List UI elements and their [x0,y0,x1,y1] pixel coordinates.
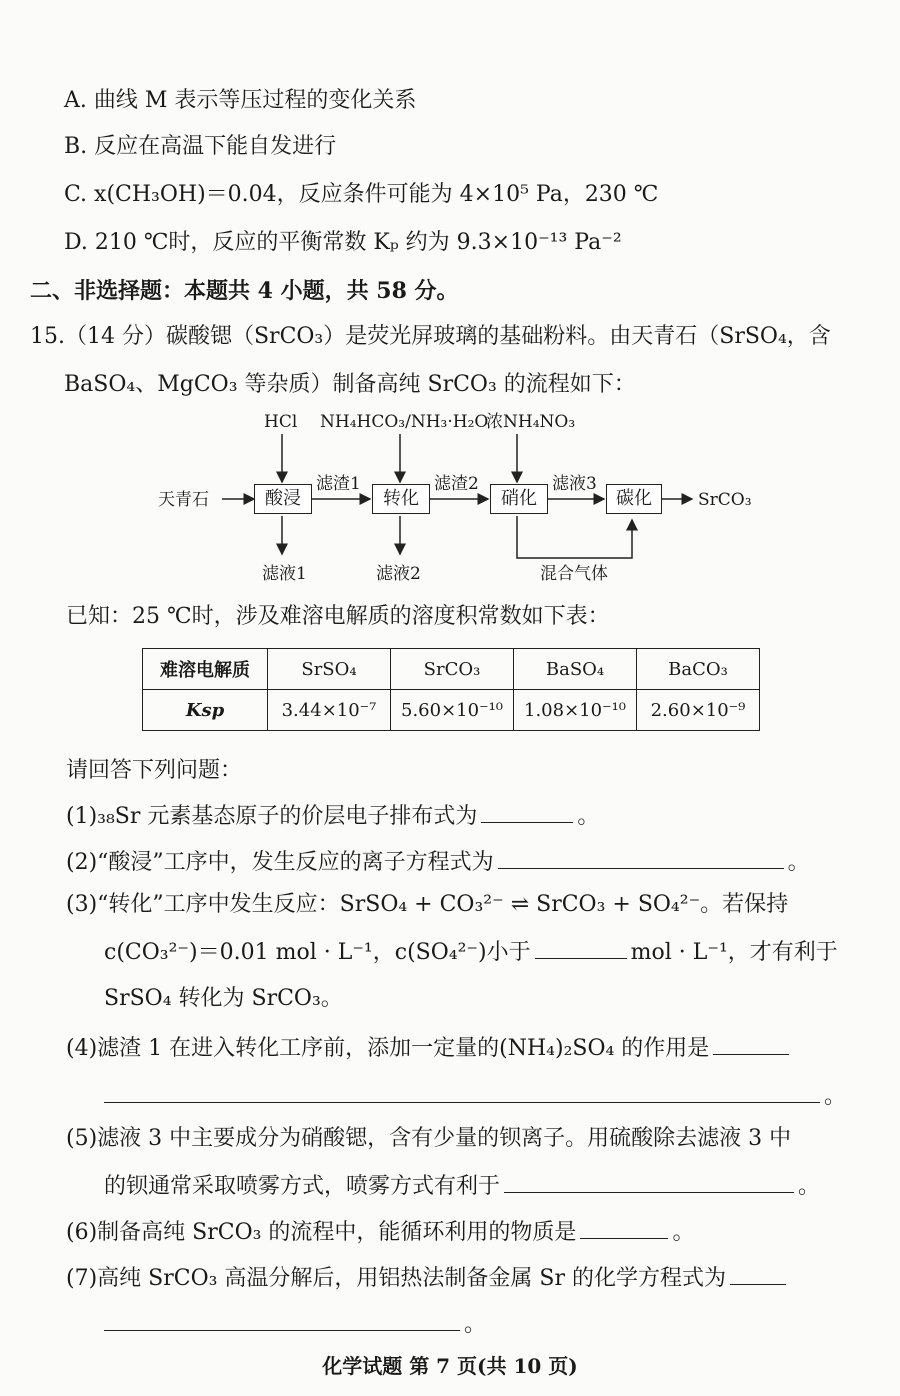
label-filtrate3: 滤液3 [552,474,597,494]
option-a: A. 曲线 M 表示等压过程的变化关系 [64,88,417,113]
table-header-cell: BaSO₄ [514,649,637,690]
reagent-nh4hco3: NH₄HCO₃/NH₃·H₂O [320,412,489,432]
answer-blank[interactable] [481,800,573,823]
answer-blank[interactable] [580,1216,668,1239]
part-2-text: (2)“酸浸”工序中，发生反应的离子方程式为 [66,850,494,875]
part-4-line2 [104,1080,846,1112]
period: 。 [798,1174,821,1199]
table-header-cell: 难溶电解质 [143,649,268,690]
label-residue2: 滤渣2 [434,474,479,494]
option-d: D. 210 ℃时，反应的平衡常数 Kₚ 约为 9.3×10⁻¹³ Pa⁻² [64,230,622,255]
step-conversion: 转化 [372,484,430,514]
table-row-label: Ksp [143,690,268,731]
table-cell: 2.60×10⁻⁹ [637,690,760,731]
part-3-text-pre: c(CO₃²⁻)＝0.01 mol · L⁻¹，c(SO₄²⁻)小于 [104,940,531,965]
part-5-text: 的钡通常采取喷雾方式，喷雾方式有利于 [104,1174,501,1199]
part-3-line1: (3)“转化”工序中发生反应：SrSO₄ + CO₃²⁻ ⇌ SrCO₃ + SO₄²⁻。若保持 [66,892,789,917]
part-7-line2 [104,1308,486,1340]
flowchart-arrows [150,408,790,598]
table-row [143,690,760,731]
part-5-line1: (5)滤液 3 中主要成分为硝酸锶，含有少量的钡离子。用硫酸除去滤液 3 中 [66,1126,792,1151]
table-cell: 3.44×10⁻⁷ [268,690,391,731]
process-flowchart [150,408,790,598]
table-cell: 5.60×10⁻¹⁰ [391,690,514,731]
part-4-text: (4)滤渣 1 在进入转化工序前，添加一定量的(NH₄)₂SO₄ 的作用是 [66,1036,710,1061]
answer-blank[interactable] [104,1308,460,1331]
label-filtrate1: 滤液1 [262,564,307,584]
q15-intro-line1: 15.（14 分）碳酸锶（SrCO₃）是荧光屏玻璃的基础粉料。由天青石（SrSO₄，含 [30,324,831,349]
period: 。 [464,1312,487,1337]
table-row [143,649,760,690]
reagent-nh4no3: 浓NH₄NO₃ [486,412,576,432]
ksp-table [142,648,760,731]
part-4 [66,1032,793,1064]
section-heading: 二、非选择题：本题共 4 小题，共 58 分。 [30,278,459,304]
step-nitration: 硝化 [490,484,548,514]
table-header-cell: SrSO₄ [268,649,391,690]
reagent-hcl: HCl [264,412,298,432]
answer-blank[interactable] [713,1032,789,1055]
part-7-text: (7)高纯 SrCO₃ 高温分解后，用铝热法制备金属 Sr 的化学方程式为 [66,1266,727,1291]
label-filtrate2: 滤液2 [376,564,421,584]
q15-intro-line2: BaSO₄、MgCO₃ 等杂质）制备高纯 SrCO₃ 的流程如下： [64,372,636,397]
step-acid-leach: 酸浸 [254,484,312,514]
label-mixed-gas: 混合气体 [540,564,608,584]
part-2 [66,846,810,878]
answer-blank[interactable] [730,1262,786,1285]
table-header-cell: BaCO₃ [637,649,760,690]
part-6 [66,1216,694,1248]
period: 。 [824,1084,847,1109]
part-1-text: (1)₃₈Sr 元素基态原子的价层电子排布式为 [66,804,478,829]
answer-blank[interactable] [104,1080,820,1103]
part-3-line3: SrSO₄ 转化为 SrCO₃。 [104,986,343,1011]
table-cell: 1.08×10⁻¹⁰ [514,690,637,731]
known-statement: 已知：25 ℃时，涉及难溶电解质的溶度积常数如下表： [66,604,610,629]
answer-blank[interactable] [535,936,627,959]
step-carbonation: 碳化 [606,484,662,514]
period: 。 [577,804,600,829]
table-header-cell: SrCO₃ [391,649,514,690]
label-residue1: 滤渣1 [316,474,361,494]
prompt: 请回答下列问题： [66,758,243,783]
input-celestite: 天青石 [158,490,209,510]
page-footer: 化学试题 第 7 页(共 10 页) [322,1354,578,1378]
option-c: C. x(CH₃OH)＝0.04，反应条件可能为 4×10⁵ Pa，230 ℃ [64,182,659,207]
part-1 [66,800,599,832]
answer-blank[interactable] [498,846,784,869]
part-7 [66,1262,790,1294]
option-b: B. 反应在高温下能自发进行 [64,134,337,159]
period: 。 [787,850,810,875]
part-3-line2 [104,936,838,968]
period: 。 [672,1220,695,1245]
part-5-line2 [104,1170,820,1202]
output-srco3: SrCO₃ [698,490,752,510]
answer-blank[interactable] [504,1170,794,1193]
part-6-text: (6)制备高纯 SrCO₃ 的流程中，能循环利用的物质是 [66,1220,577,1245]
part-3-text-post: mol · L⁻¹，才有利于 [630,940,838,965]
